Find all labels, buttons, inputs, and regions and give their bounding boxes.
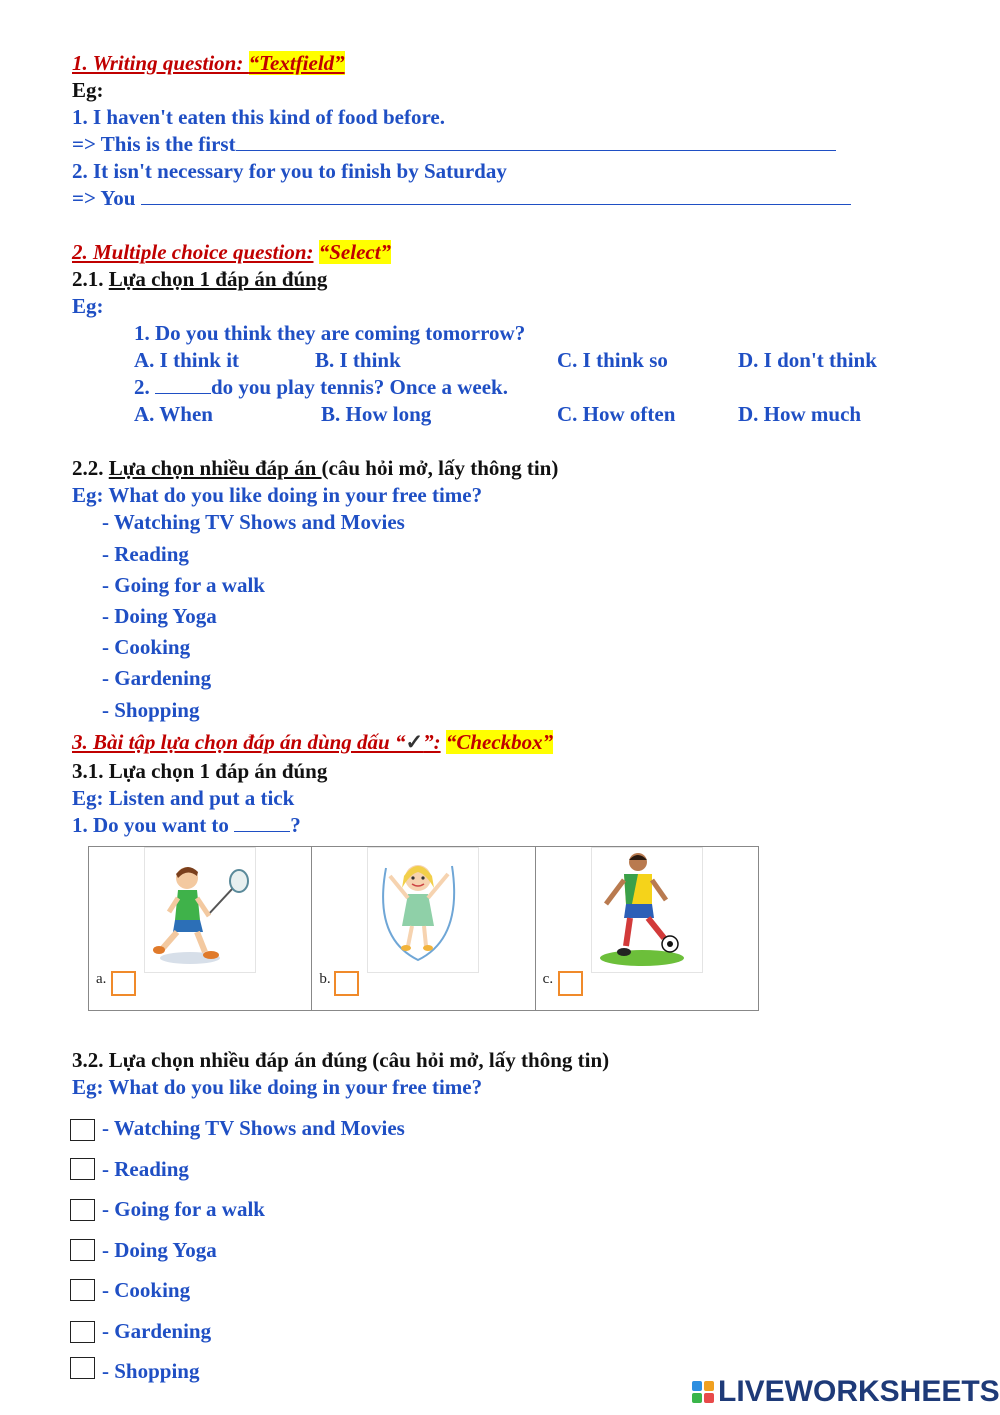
checkbox-item-7[interactable] <box>70 1357 95 1379</box>
section3-sub1: 3.1. Lựa chọn 1 đáp án đúng <box>72 759 328 783</box>
section3-eg-question: Eg: What do you like doing in your free time? <box>72 1075 483 1099</box>
multi-select-item[interactable]: - Watching TV Shows and Movies <box>102 510 405 534</box>
checkbox-q1-blank <box>234 813 290 832</box>
checkbox-item-4[interactable] <box>70 1239 95 1261</box>
skipping-girl-icon <box>367 847 479 973</box>
badminton-boy-icon <box>144 847 256 973</box>
checkbox-c[interactable] <box>558 971 583 996</box>
select-q1-option-c[interactable]: C. I think so <box>557 348 668 372</box>
select-q2-option-b[interactable]: B. How long <box>321 402 432 426</box>
select-q2-option-a[interactable]: A. When <box>134 402 213 426</box>
checkbox-item-label: - Cooking <box>102 1278 191 1302</box>
checkbox-item-2[interactable] <box>70 1158 95 1180</box>
checkbox-item-1[interactable] <box>70 1119 95 1141</box>
section1-q1: 1. I haven't eaten this kind of food before. <box>72 105 445 129</box>
checkbox-a[interactable] <box>111 971 136 996</box>
section1-title: 1. Writing question: “Textfield” <box>72 51 345 75</box>
multi-select-item[interactable]: - Cooking <box>102 635 191 659</box>
picture-table <box>88 846 759 1011</box>
section2-sub2: 2.2. Lựa chọn nhiều đáp án (câu hỏi mở, lấy thông tin) <box>72 456 559 480</box>
select-q1-option-d[interactable]: D. I don't think <box>738 348 877 372</box>
section1-q2-answer: => You <box>72 185 851 211</box>
checkbox-item-label: - Gardening <box>102 1319 212 1343</box>
section3-title: 3. Bài tập lựa chọn đáp án dùng dấu “✓”: “Checkbox” <box>72 730 554 754</box>
multi-select-item[interactable]: - Shopping <box>102 698 200 722</box>
select-q2: 2. do you play tennis? Once a week. <box>134 375 508 399</box>
picture-label-b: b. <box>319 971 331 987</box>
liveworksheets-logo <box>692 1376 1000 1408</box>
checkbox-item-label: - Going for a walk <box>102 1197 265 1221</box>
select-q1-option-a[interactable]: A. I think it <box>134 348 240 372</box>
q1-answer-textfield[interactable] <box>236 132 836 151</box>
checkbox-item-label: - Watching TV Shows and Movies <box>102 1116 405 1140</box>
picture-label-a: a. <box>96 971 107 987</box>
section1-q1-answer: => This is the first <box>72 131 836 157</box>
tick-icon: ✓ <box>405 730 424 754</box>
q2-answer-textfield[interactable] <box>141 186 851 205</box>
section3-eg: Eg: Listen and put a tick <box>72 786 295 810</box>
checkbox-item-label: - Reading <box>102 1157 189 1181</box>
section2-title: 2. Multiple choice question: “Select” <box>72 240 392 264</box>
checkbox-q1: 1. Do you want to ? <box>72 813 301 837</box>
section1-q2: 2. It isn't necessary for you to finish by Saturday <box>72 159 507 183</box>
liveworksheets-mark-icon <box>692 1381 714 1403</box>
select-q2-option-c[interactable]: C. How often <box>557 402 676 426</box>
checkbox-item-label: - Doing Yoga <box>102 1238 217 1262</box>
section2-sub1: 2.1. Lựa chọn 1 đáp án đúng <box>72 267 328 291</box>
football-player-icon <box>591 847 703 973</box>
multi-select-item[interactable]: - Gardening <box>102 666 212 690</box>
checkbox-item-6[interactable] <box>70 1321 95 1343</box>
multi-select-item[interactable]: - Reading <box>102 542 189 566</box>
q2-blank <box>155 375 211 394</box>
checkbox-b[interactable] <box>334 971 359 996</box>
section2-eg-question: Eg: What do you like doing in your free time? <box>72 483 483 507</box>
select-q1: 1. Do you think they are coming tomorrow? <box>134 321 526 345</box>
picture-cell-c <box>536 847 758 1010</box>
picture-cell-b <box>312 847 535 1010</box>
checkbox-item-3[interactable] <box>70 1199 95 1221</box>
checkbox-item-5[interactable] <box>70 1279 95 1301</box>
checkbox-item-label: - Shopping <box>102 1359 200 1383</box>
logo-text: LIVEWORKSHEETS <box>718 1375 1000 1408</box>
multi-select-item[interactable]: - Doing Yoga <box>102 604 217 628</box>
select-q1-option-b[interactable]: B. I think <box>315 348 401 372</box>
picture-label-c: c. <box>542 971 554 987</box>
section2-eg: Eg: <box>72 294 104 318</box>
section1-eg: Eg: <box>72 78 104 102</box>
select-q2-option-d[interactable]: D. How much <box>738 402 862 426</box>
section3-sub2: 3.2. Lựa chọn nhiều đáp án đúng (câu hỏi mở, lấy thông tin) <box>72 1048 610 1072</box>
multi-select-item[interactable]: - Going for a walk <box>102 573 265 597</box>
picture-cell-a <box>89 847 312 1010</box>
